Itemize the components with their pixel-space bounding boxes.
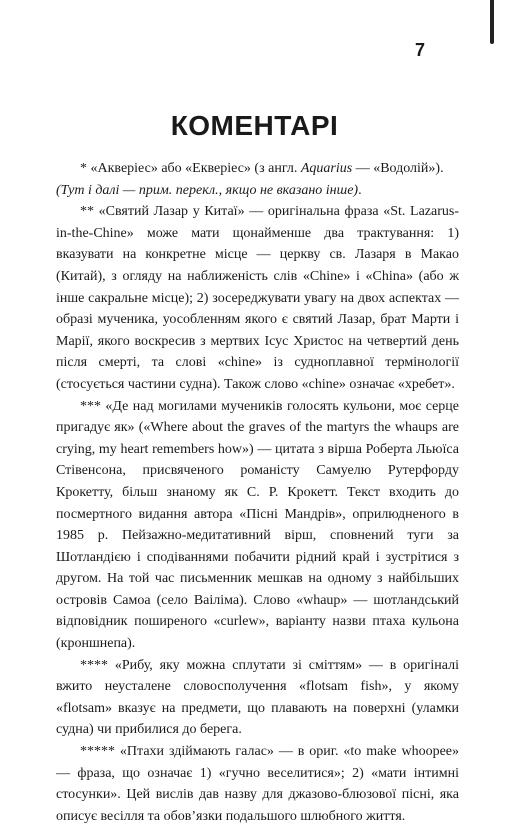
note-3: *** «Де над могилами мучеників голосять кульони, моє серце пригадує як» («Where about the graves of the martyrs the whaups are crying, my heart remembers how») — цитата з вірша Роберта Льюїса Стівенсона, присвяченого романісту Самуелю Рутерфорду Крокетту, більш знаному як С. Р. Крокетт. Текст входить до посмертного видання автора «Пісні Мандрів», оприлюдненого в 1985 р. Пейзажно-медитативний вірш, сповнений туги за Шотландією і сподіваннями побачити рідний край і зустрітися з другом. На той час письменник мешкав на одному з найбільших островів Самоа (село Ваіліма). Слово «whaup» — шотландський відповідник поширеного «curlew», варіанту назви птаха кульона (кроншнепа). [56, 398, 459, 652]
note-2: ** «Святий Лазар у Китаї» — оригінальна фраза «St. Lazarus-in-the-Chine» може мати щонайменше два трактування: 1) вказувати на конкретне місце — церкву св. Лазаря в Макао (Китай), з огляду на наближеність слів «Chine» і «China» (або ж інше сакральне місце); 2) зосереджувати увагу на двох аспектах — образі мученика, уособленням якого є святий Лазар, брат Марти і Марії, якого воскресив з мертвих Ісус Христос на четвертий день після смерті, та слові «chine» із судноплавної термінології (стосується частини судна). Також слово «chine» означає «хребет». [56, 204, 459, 392]
page-edge-mark [490, 0, 494, 44]
note-1-text-c: . [358, 182, 362, 198]
note-1-translator-remark: (Тут і далі — прим. перекл., якщо не вказано інше) [56, 182, 359, 198]
note-1-text-a: * «Акверіес» або «Екверіес» (з англ. [80, 161, 301, 176]
note-5: ***** «Птахи здіймають галас» — в ориг. «to make whoopee» — фраза, що означає 1) «гучно веселитися»; 2) «мати інтимні стосунки». Цей вислів дав назву для джазово-блюзової пісні, яка описує весілля та обов’язки подальшого шлюбного життя. [56, 744, 459, 824]
note-1-text-b: — «Водолій»). [352, 161, 444, 176]
note-1-remark [56, 180, 459, 202]
notes-body [56, 158, 459, 827]
note-1-term: Aquarius [300, 161, 353, 176]
note-4: **** «Рибу, яку можна сплутати зі сміттям» — в оригіналі вжито неусталене словосполучення «flotsam fish», у якому «flotsam» вказує на предмети, що плавають на поверхні (уламки судна) чи прибилися до берега. [56, 657, 459, 738]
page-number: 7 [414, 40, 425, 60]
note-1 [56, 158, 459, 180]
page-title: КОМЕНТАРІ [170, 110, 339, 141]
